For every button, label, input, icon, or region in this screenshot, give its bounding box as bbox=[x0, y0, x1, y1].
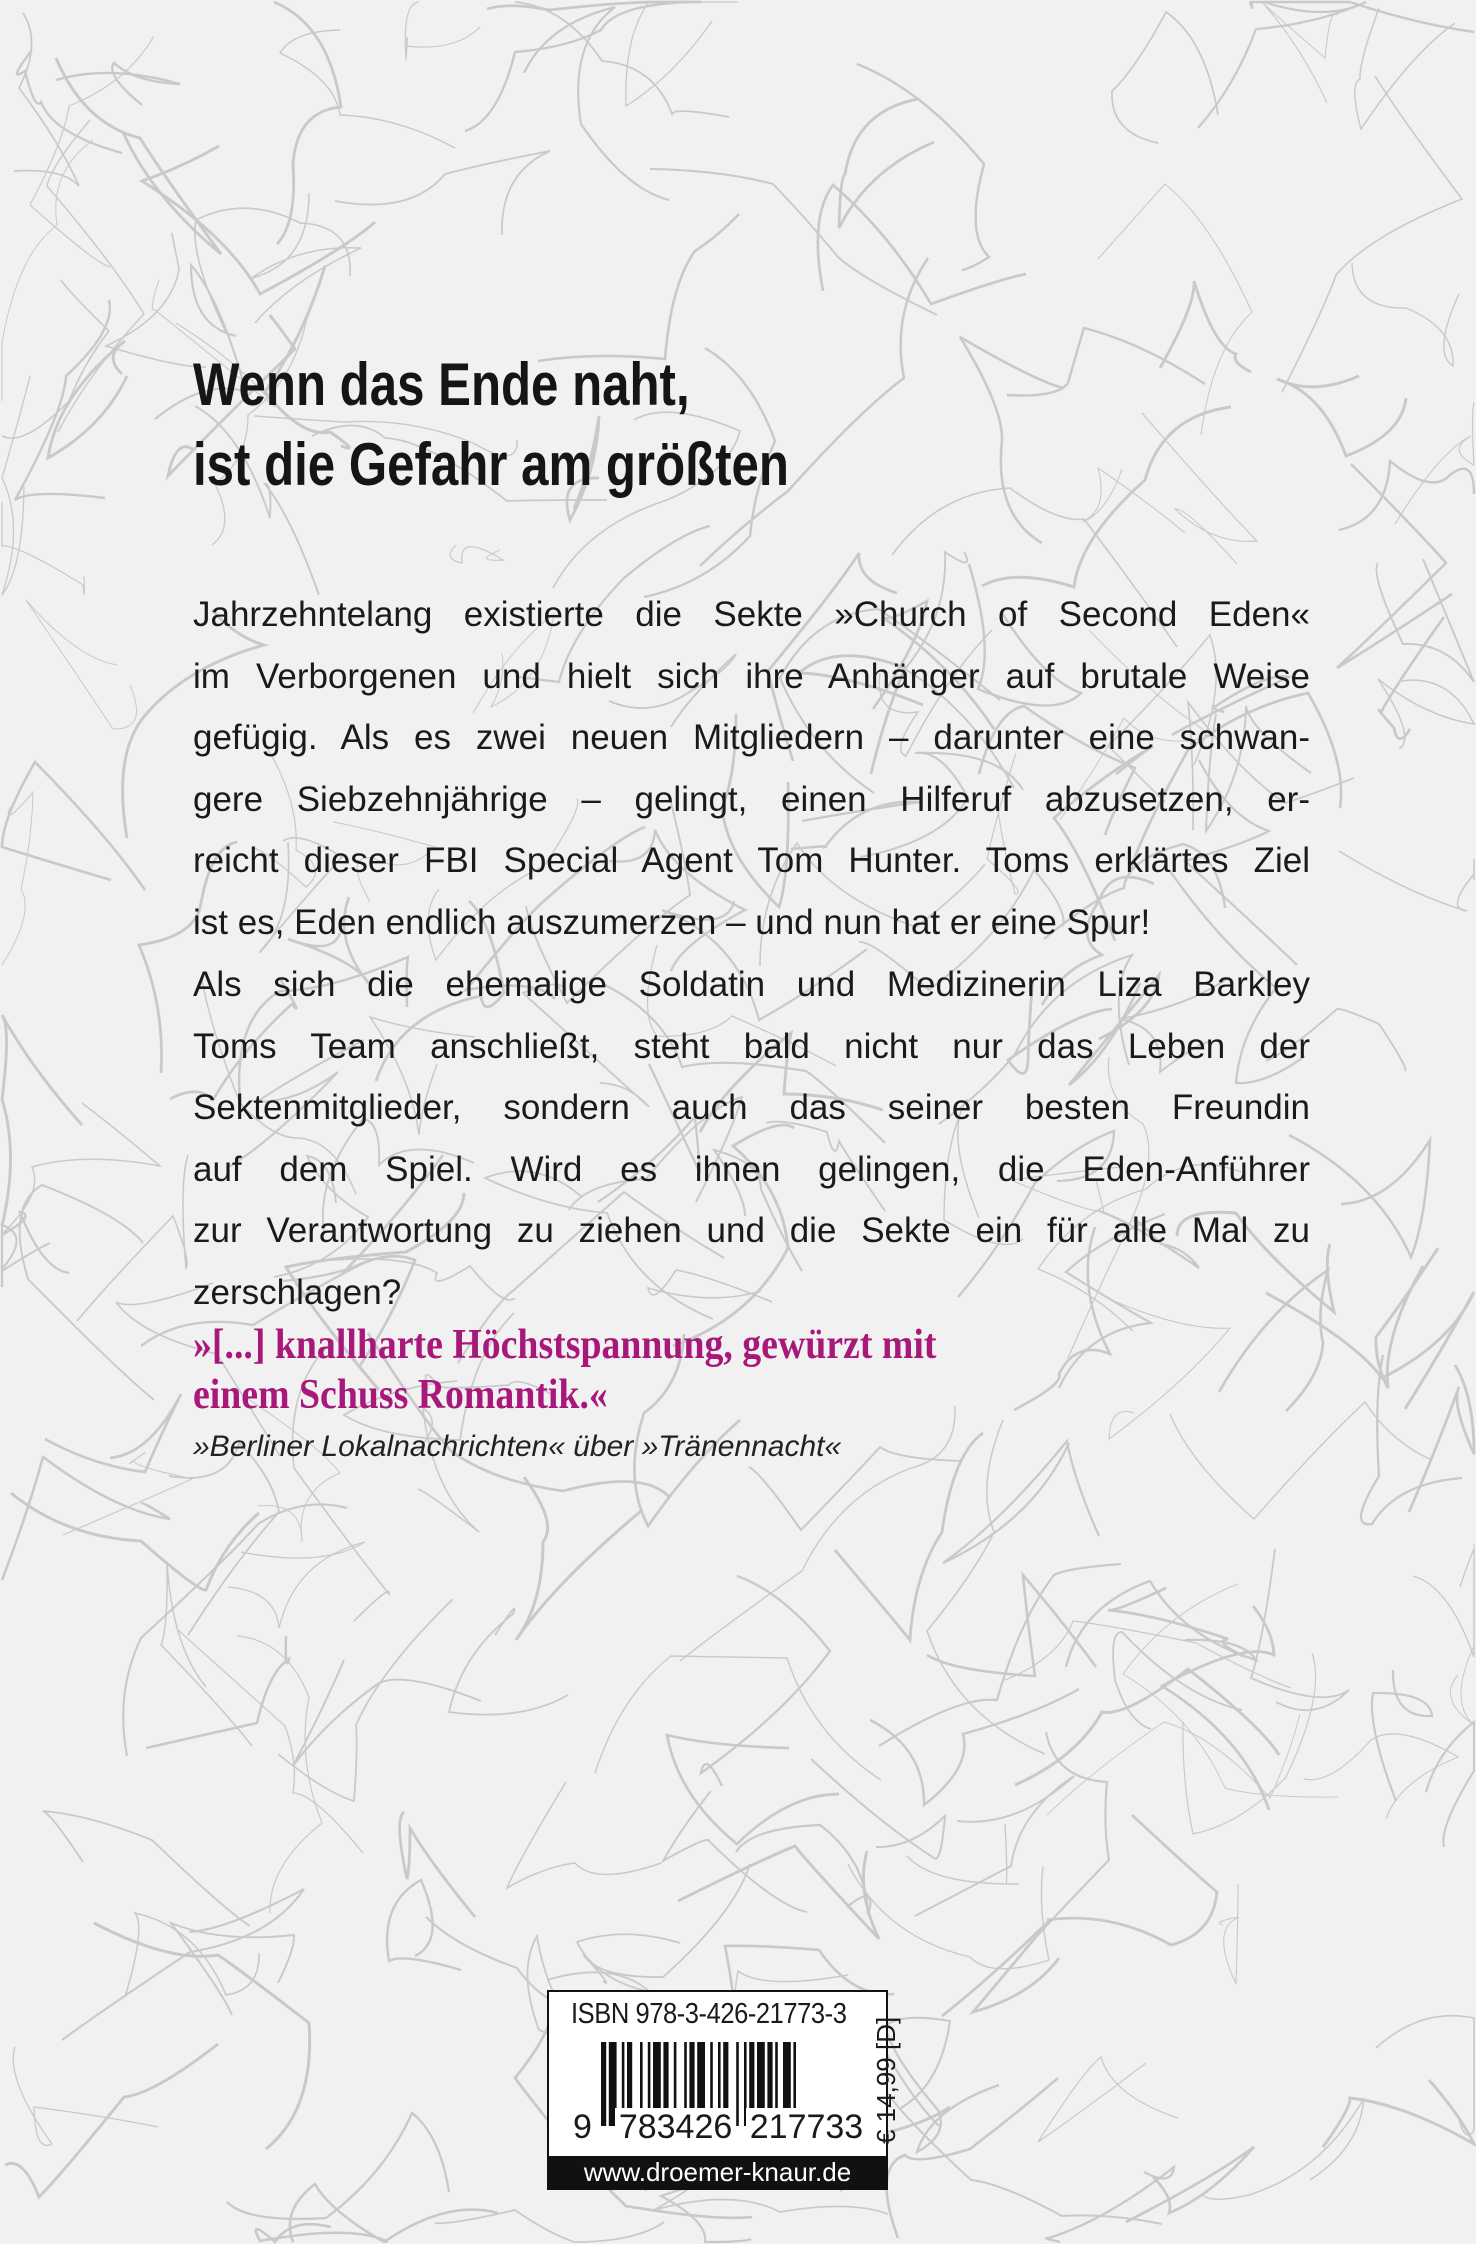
ean-digits bbox=[569, 2108, 867, 2147]
blurb-line: Als sich die ehemalige Soldatin und Medizinerin Liza Barkley bbox=[193, 965, 1310, 1004]
crack-line bbox=[278, 1599, 453, 1801]
crack-line bbox=[667, 1735, 839, 1844]
crack-line bbox=[1005, 1621, 1291, 1688]
price: € 14,99 [D] bbox=[871, 2016, 901, 2144]
isbn-barcode-box bbox=[547, 1990, 901, 2190]
ean-left-digits: 783426 bbox=[615, 2108, 736, 2146]
crack-line bbox=[1378, 679, 1474, 749]
crack-line bbox=[43, 1811, 250, 1926]
crack-line bbox=[1251, 1549, 1349, 1710]
crack-line bbox=[1323, 2080, 1474, 2147]
crack-line bbox=[2, 1015, 82, 1226]
crack-line bbox=[237, 1636, 322, 1913]
crack-line bbox=[56, 58, 221, 254]
crack-line bbox=[56, 63, 180, 105]
crack-line bbox=[2, 280, 109, 438]
crack-line bbox=[516, 1477, 641, 1640]
headline bbox=[193, 345, 789, 505]
crack-line bbox=[1289, 1135, 1430, 1257]
crack-line bbox=[857, 64, 989, 270]
crack-line bbox=[400, 1812, 475, 1917]
crack-line bbox=[169, 1443, 279, 1635]
crack-line bbox=[524, 7, 669, 200]
headline-line: Wenn das Ende naht, bbox=[193, 351, 690, 418]
crack-line bbox=[13, 2047, 158, 2145]
crack-line bbox=[1413, 1549, 1474, 1657]
crack-line bbox=[449, 1609, 568, 1715]
press-quote-attribution: »Berliner Lokalnachrichten« über »Tränennacht« bbox=[193, 1430, 842, 1463]
crack-line bbox=[335, 151, 550, 235]
blurb-paragraph-2 bbox=[193, 954, 1310, 1323]
crack-line bbox=[507, 1782, 661, 1888]
press-quote-line: »[...] knallharte Höchstspannung, gewürzt mit bbox=[193, 1322, 937, 1368]
crack-line bbox=[626, 2, 738, 106]
crack-line bbox=[1352, 263, 1459, 366]
crack-line bbox=[515, 2, 729, 117]
crack-line bbox=[280, 30, 455, 148]
isbn-number: ISBN 978-3-426-21773-3 bbox=[571, 1998, 847, 2030]
crack-line bbox=[839, 99, 934, 228]
crack-line bbox=[1160, 281, 1251, 372]
crack-line bbox=[2, 1457, 170, 1580]
crack-line bbox=[1098, 184, 1252, 435]
crack-line bbox=[1082, 468, 1185, 533]
crack-line bbox=[811, 1759, 945, 1859]
crack-line bbox=[11, 1493, 259, 1590]
blurb-line: zur Verantwortung zu ziehen und die Sekte ein für alle Mal zu bbox=[193, 1211, 1310, 1250]
crack-line bbox=[879, 1564, 1121, 1746]
blurb-line: auf dem Spiel. Wird es ihnen gelingen, die Eden-Anführer bbox=[193, 1149, 1310, 1189]
crack-line bbox=[1047, 1815, 1217, 1945]
crack-line bbox=[48, 341, 127, 458]
crack-line bbox=[146, 1636, 289, 1748]
crack-line bbox=[252, 193, 361, 323]
blurb-line: zerschlagen? bbox=[193, 1272, 402, 1312]
blurb-paragraph-1 bbox=[193, 584, 1310, 953]
crack-line bbox=[228, 1542, 365, 1628]
crack-line bbox=[14, 13, 79, 186]
crack-line bbox=[2, 502, 84, 594]
crack-line bbox=[927, 1420, 1045, 1754]
crack-line bbox=[547, 1934, 680, 1992]
crack-line bbox=[982, 407, 1231, 587]
blurb-line: im Verborgenen und hielt sich ihre Anhänger auf brutale Weise bbox=[193, 656, 1310, 696]
crack-line bbox=[1282, 76, 1462, 392]
crack-line bbox=[1426, 1722, 1474, 1847]
crack-line bbox=[274, 2, 341, 244]
crack-line bbox=[1361, 1355, 1462, 1524]
crack-line bbox=[77, 1155, 188, 1321]
crack-line bbox=[887, 2078, 1058, 2238]
blurb-line: gefügig. Als es zwei neuen Mitgliedern – darunter eine schwan- bbox=[193, 718, 1310, 757]
crack-line bbox=[178, 1630, 363, 1853]
crack-line bbox=[701, 1576, 830, 1786]
crack-line bbox=[106, 233, 206, 367]
crack-line bbox=[678, 1846, 879, 1939]
crack-line bbox=[20, 1185, 154, 1400]
crack-line bbox=[870, 1689, 1079, 1805]
crack-line bbox=[171, 1923, 294, 2015]
crack-line bbox=[142, 146, 375, 294]
headline-line: ist die Gefahr am größten bbox=[193, 431, 789, 498]
crack-line bbox=[583, 1864, 750, 1983]
ean-right-digits: 217733 bbox=[746, 2108, 867, 2146]
crack-line bbox=[1339, 851, 1474, 911]
crack-line bbox=[387, 1880, 461, 1970]
crack-line bbox=[848, 1864, 1049, 1969]
crack-line bbox=[1376, 1248, 1438, 1388]
crack-line bbox=[942, 1919, 1059, 2016]
crack-line bbox=[17, 50, 122, 153]
crack-line bbox=[1126, 2147, 1254, 2222]
blurb-line: Jahrzehntelang existierte die Sekte »Church of Second Eden« bbox=[193, 595, 1310, 634]
crack-line bbox=[2, 376, 30, 595]
crack-line bbox=[435, 2210, 664, 2242]
crack-line bbox=[1142, 413, 1257, 564]
crack-line bbox=[1026, 1732, 1109, 1948]
crack-line bbox=[45, 1394, 181, 1472]
press-quote-line: einem Schuss Romantik.« bbox=[193, 1372, 608, 1418]
crack-line bbox=[1450, 1544, 1474, 1725]
crack-line bbox=[538, 214, 739, 361]
publisher-url: www.droemer-knaur.de bbox=[549, 2156, 886, 2188]
crack-line bbox=[123, 1504, 347, 1756]
crack-line bbox=[1202, 2098, 1364, 2199]
crack-line bbox=[1304, 1734, 1458, 1819]
crack-line bbox=[818, 185, 1026, 304]
crack-line bbox=[63, 1452, 192, 1535]
blurb-line: Toms Team anschließt, steht bald nicht nur das Leben der bbox=[193, 1026, 1310, 1066]
crack-line bbox=[227, 2113, 449, 2219]
crack-line bbox=[47, 120, 144, 432]
crack-line bbox=[943, 1441, 1099, 1563]
crack-line bbox=[1395, 402, 1474, 524]
crack-line bbox=[1123, 1584, 1338, 1797]
press-quote bbox=[193, 1320, 936, 1420]
blurb-line: ist es, Eden endlich auszumerzen – und nun hat er eine Spur! bbox=[193, 902, 1151, 942]
crack-line bbox=[650, 169, 937, 315]
crack-line bbox=[1376, 2016, 1474, 2135]
blurb-line: reicht dieser FBI Special Agent Tom Hunter. Toms erklärtes Ziel bbox=[193, 841, 1310, 880]
crack-line bbox=[450, 545, 503, 563]
crack-line bbox=[417, 1408, 479, 1532]
crack-line bbox=[595, 1656, 881, 1780]
crack-line bbox=[915, 1776, 1074, 1916]
crack-line bbox=[405, 2, 480, 60]
crack-line bbox=[1376, 559, 1474, 682]
crack-line bbox=[835, 1433, 983, 1640]
crack-line bbox=[1277, 376, 1406, 456]
crack-line bbox=[94, 1923, 310, 2149]
blurb-line: gere Siebzehnjährige – gelingt, einen Hilferuf abzusetzen, er- bbox=[193, 779, 1310, 819]
crack-line bbox=[15, 300, 110, 500]
crack-line bbox=[736, 1825, 870, 1915]
crack-line bbox=[1038, 2057, 1178, 2142]
crack-line bbox=[26, 600, 137, 729]
crack-line bbox=[1337, 464, 1452, 668]
crack-line bbox=[62, 1889, 304, 2040]
ean-first-digit: 9 bbox=[569, 2108, 596, 2146]
crack-line bbox=[1219, 1884, 1239, 1984]
blurb-line: Sektenmitglieder, sondern auch das seiner besten Freundin bbox=[193, 1088, 1310, 1127]
